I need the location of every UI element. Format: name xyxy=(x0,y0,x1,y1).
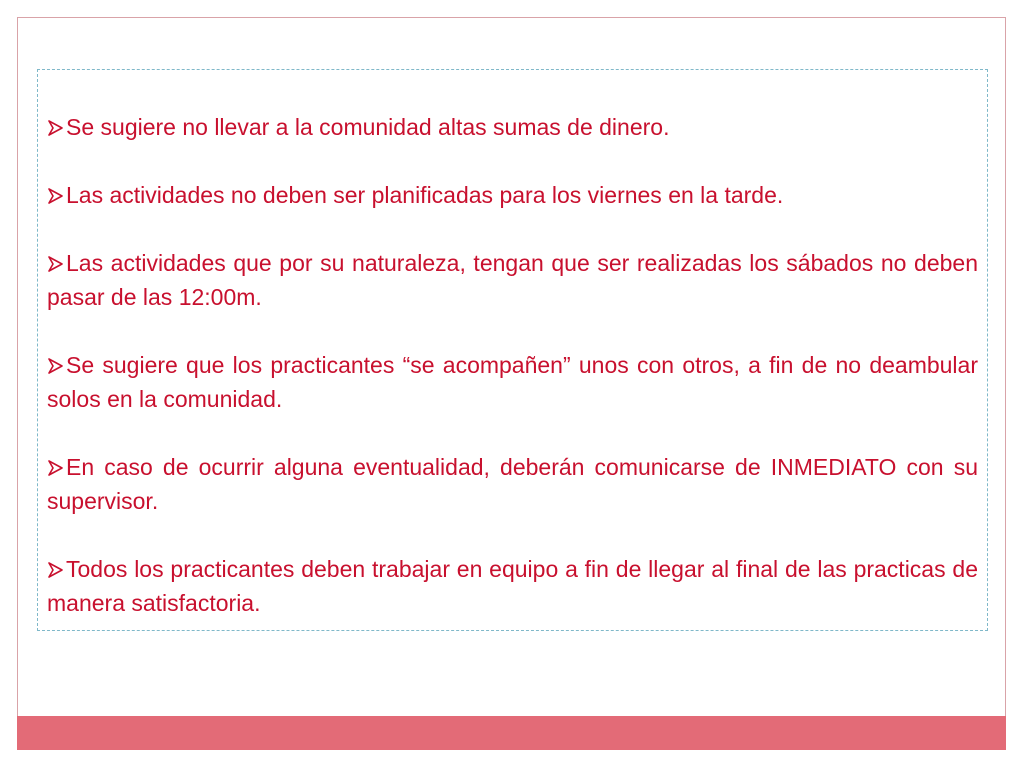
arrowhead-bullet-icon xyxy=(47,188,63,204)
arrowhead-bullet-icon xyxy=(47,256,63,272)
bullet-text: Todos los practicantes deben trabajar en equipo a fin de llegar al final de las practicas de manera satisfactoria. xyxy=(47,556,978,616)
bullet-list xyxy=(47,110,978,620)
bullet-text: Las actividades que por su naturaleza, tengan que ser realizadas los sábados no deben pasar de las 12:00m. xyxy=(47,250,978,310)
bullet-text: Se sugiere que los practicantes “se acompañen” unos con otros, a fin de no deambular solos en la comunidad. xyxy=(47,352,978,412)
text-box xyxy=(37,69,988,631)
footer-bar xyxy=(17,716,1006,750)
list-item xyxy=(47,178,978,212)
arrowhead-bullet-icon xyxy=(47,120,63,136)
list-item xyxy=(47,110,978,144)
arrowhead-bullet-icon xyxy=(47,562,63,578)
bullet-text: Las actividades no deben ser planificadas para los viernes en la tarde. xyxy=(66,182,784,208)
arrowhead-bullet-icon xyxy=(47,460,63,476)
bullet-text: Se sugiere no llevar a la comunidad altas sumas de dinero. xyxy=(66,114,670,140)
list-item xyxy=(47,348,978,416)
arrowhead-bullet-icon xyxy=(47,358,63,374)
list-item xyxy=(47,450,978,518)
bullet-text: En caso de ocurrir alguna eventualidad, deberán comunicarse de INMEDIATO con su supervisor. xyxy=(47,454,978,514)
list-item xyxy=(47,552,978,620)
list-item xyxy=(47,246,978,314)
